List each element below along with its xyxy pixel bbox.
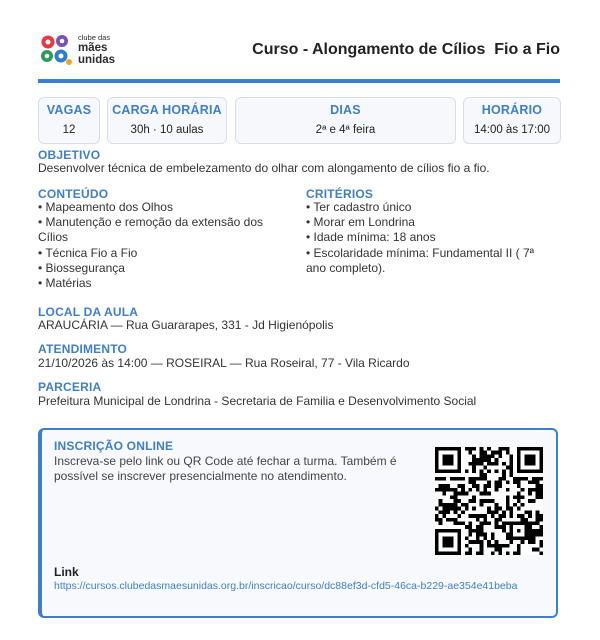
parceria-title: PARCERIA — [38, 380, 102, 394]
online-registration-card — [38, 428, 558, 618]
list-item: • Idade mínima: 18 anos — [306, 230, 436, 245]
stat-dias — [235, 97, 456, 144]
stat-value: 14:00 às 17:00 — [473, 124, 551, 136]
brand-line2: unidas — [78, 54, 116, 66]
stat-label: DIAS — [330, 103, 361, 117]
atendimento-title: ATENDIMENTO — [38, 342, 128, 356]
stat-carga-horaria — [107, 97, 227, 144]
stat-label: HORÁRIO — [481, 103, 543, 117]
stat-label: CARGA HORÁRIA — [112, 103, 222, 117]
local-title: LOCAL DA AULA — [38, 305, 139, 319]
stat-horario — [463, 97, 561, 144]
atendimento-text: 21/10/2026 às 14:00 — ROSEIRAL — Rua Roseiral, 77 - Vila Ricardo — [38, 356, 410, 370]
list-item: • Biossegurança — [38, 260, 125, 275]
list-item: • Mapeamento dos Olhos — [38, 200, 173, 214]
brand-wordmark — [78, 34, 115, 67]
link-label: Link — [54, 565, 79, 579]
criterios-title: CRITÉRIOS — [306, 187, 374, 201]
list-item: • Ter cadastro único — [306, 200, 412, 214]
list-item: • Técnica Fio a Fio — [38, 245, 138, 260]
online-title: INSCRIÇÃO ONLINE — [54, 439, 174, 453]
stat-label: VAGAS — [46, 103, 92, 117]
local-text: ARAUCÁRIA — Rua Guararapes, 331 - Jd Higienópolis — [38, 318, 334, 332]
objetivo-text: Desenvolver técnica de embelezamento do olhar com alongamento de cílios fio a fio. — [38, 161, 490, 175]
conteudo-title: CONTEÚDO — [38, 187, 109, 201]
qr-code-icon[interactable] — [435, 447, 543, 555]
stat-value: 2ª e 4ª feira — [315, 124, 376, 136]
list-item: • Matérias — [38, 276, 92, 291]
objetivo-title: OBJETIVO — [38, 148, 101, 162]
stat-value: 12 — [62, 124, 76, 136]
stat-value: 30h · 10 aulas — [130, 124, 204, 136]
parceria-text: Prefeitura Municipal de Londrina - Secretaria de Familia e Desenvolvimento Social — [38, 394, 477, 408]
list-item: • Manutenção e remoção da extensão dos Cílios — [38, 215, 264, 245]
brand-logo — [38, 32, 128, 70]
header-divider — [38, 79, 560, 83]
brand-small-text: clube das — [78, 33, 111, 42]
list-item: • Morar em Londrina — [306, 215, 415, 230]
conteudo-list — [38, 200, 288, 291]
registration-link[interactable]: https://cursos.clubedasmaesunidas.org.br/inscricao/curso/dc88ef3d-cfd5-46ca-b229-ae354e41beba — [54, 580, 518, 592]
page-title: Curso - Alongamento de Cílios Fio a Fio — [252, 41, 560, 58]
online-text: Inscreva-se pelo link ou QR Code até fechar a turma. Também é possível se inscrever presencialmente no atendimento. — [54, 454, 397, 483]
list-item: • Escolaridade mínima: Fundamental II ( 7ª ano completo). — [306, 245, 535, 275]
stat-vagas — [38, 97, 100, 144]
criterios-list — [306, 200, 556, 276]
brand-logo-icon — [38, 32, 74, 68]
brand-line1: mães — [78, 41, 108, 54]
